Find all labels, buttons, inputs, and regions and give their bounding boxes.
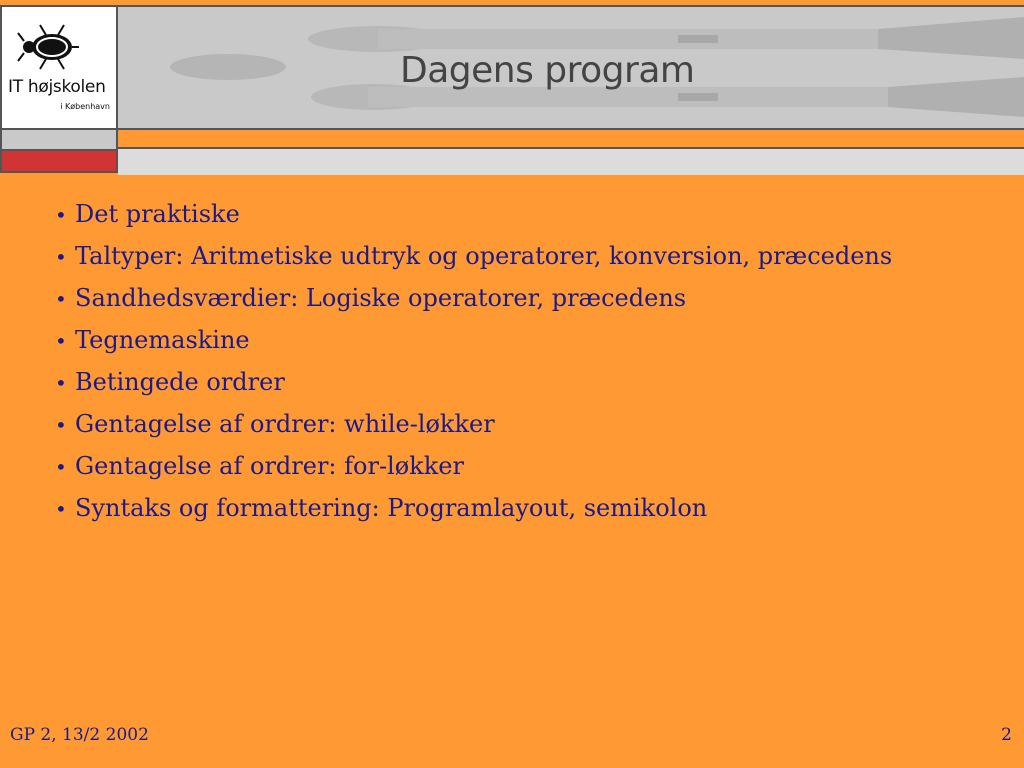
bullet-text: Taltyper: Aritmetiske udtryk og operatorer, konversion, præcedens [75, 242, 893, 270]
logo-city: i København [60, 102, 110, 111]
bug-logo-icon [16, 21, 80, 73]
bullet-item [55, 362, 892, 404]
bullet-item [55, 236, 892, 278]
slide-header [0, 0, 1024, 175]
bullet-text: Tegnemaskine [75, 326, 250, 354]
bullet-text: Det praktiske [75, 200, 240, 228]
bullet-glyph: • [55, 329, 67, 353]
bullet-text: Gentagelse af ordrer: for-løkker [75, 452, 464, 480]
logo-gray-strip [0, 130, 118, 149]
bullet-item [55, 194, 892, 236]
bullet-glyph: • [55, 413, 67, 437]
red-accent-block [0, 149, 118, 173]
bullet-item [55, 446, 892, 488]
bullet-item [55, 320, 892, 362]
bullet-text: Sandhedsværdier: Logiske operatorer, præcedens [75, 284, 687, 312]
header-light-bar [118, 149, 1024, 175]
bullet-item [55, 278, 892, 320]
bullet-text: Syntaks og formattering: Programlayout, semikolon [75, 494, 708, 522]
header-orange-stripe [118, 130, 1024, 149]
footer-date: GP 2, 13/2 2002 [10, 725, 149, 745]
bullet-glyph: • [55, 455, 67, 479]
bullet-text: Gentagelse af ordrer: while-løkker [75, 410, 495, 438]
logo-name: IT højskolen [8, 77, 106, 97]
bullet-glyph: • [55, 203, 67, 227]
bullet-item [55, 488, 892, 530]
bullet-text: Betingede ordrer [75, 368, 285, 396]
slide-title: Dagens program [400, 50, 695, 91]
bullet-glyph: • [55, 497, 67, 521]
bullet-item [55, 404, 892, 446]
school-logo [0, 5, 118, 130]
page-number: 2 [1001, 725, 1012, 745]
bullet-glyph: • [55, 371, 67, 395]
bullet-glyph: • [55, 245, 67, 269]
bullet-glyph: • [55, 287, 67, 311]
bullet-list [55, 194, 892, 530]
